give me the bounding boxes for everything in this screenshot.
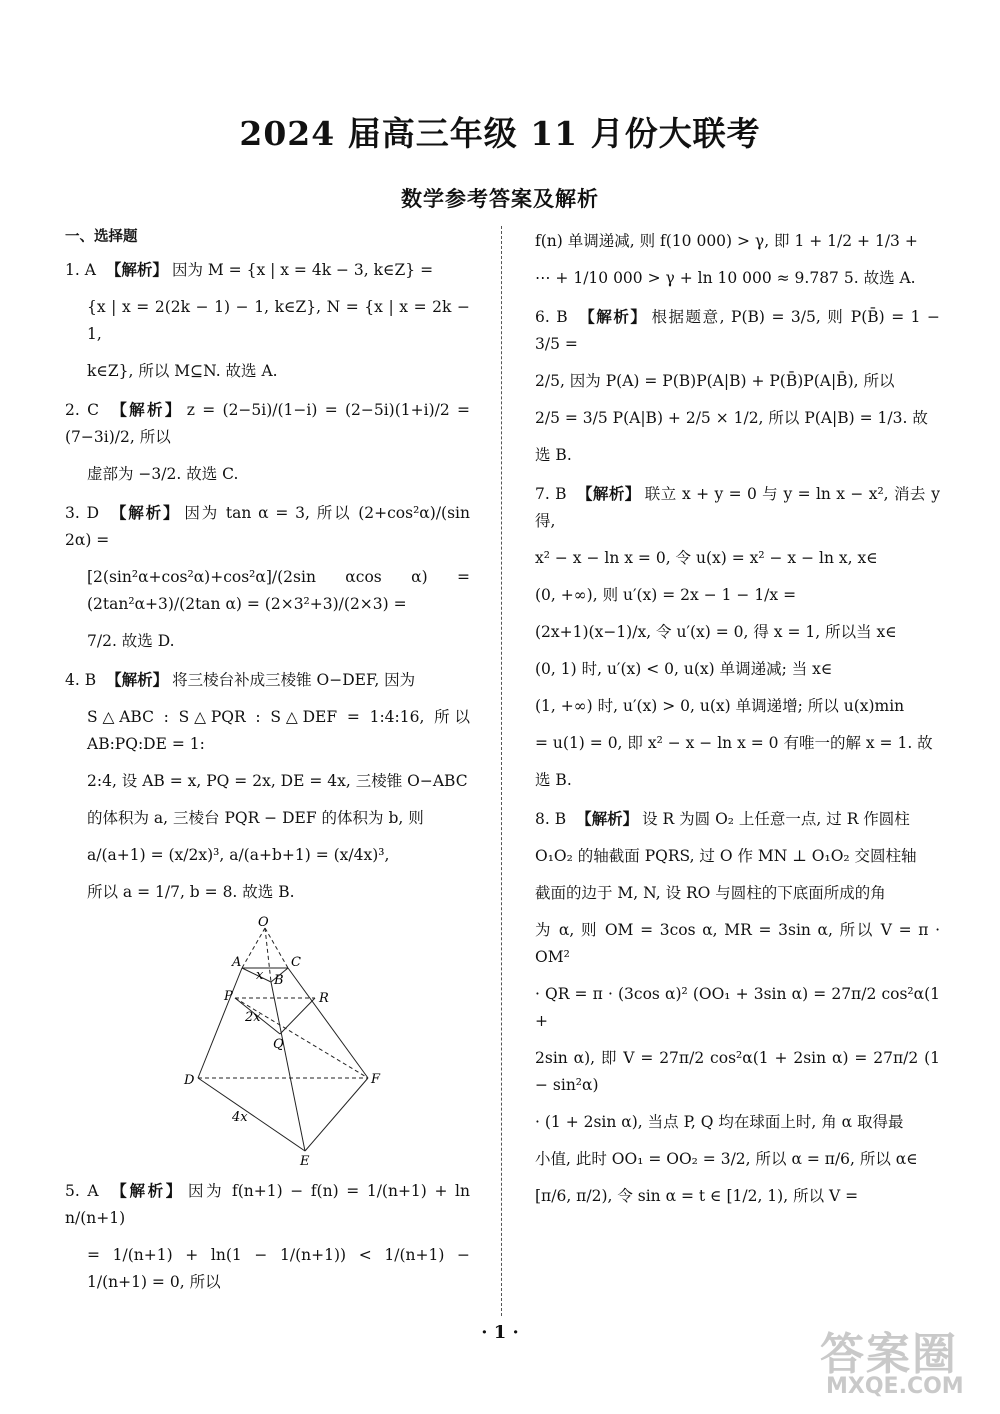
edge xyxy=(271,982,305,1151)
answer-line: 将三棱台补成三棱锥 O−DEF, 因为 xyxy=(172,671,416,689)
answer-q7 xyxy=(535,481,940,794)
page-number: · 1 · xyxy=(481,1322,519,1343)
page-title: 2024 届高三年级 11 月份大联考 xyxy=(239,114,761,153)
frustum-diagram xyxy=(170,916,390,1166)
answer-q5 xyxy=(65,1178,470,1296)
answer-line: z = (2−5i)/(1−i) = (2−5i)(1+i)/2 = (7−3i)/2, 所以 xyxy=(65,401,470,446)
answer-q4 xyxy=(65,667,470,1166)
answer-q5-continued xyxy=(535,228,940,292)
edge-label: 4x xyxy=(232,1110,248,1125)
answer-line: 虚部为 −3/2. 故选 C. xyxy=(87,465,239,483)
answer-line: x² − x − ln x = 0, 令 u(x) = x² − x − ln x, x∈ xyxy=(535,549,878,567)
answer-number: 4. B xyxy=(65,671,97,689)
answer-line: 因为 f(n+1) − f(n) = 1/(n+1) + ln n/(n+1) xyxy=(65,1182,470,1227)
vertex-label: O xyxy=(258,916,269,930)
answer-line: 2:4, 设 AB = x, PQ = 2x, DE = 4x, 三棱锥 O−ABC xyxy=(87,772,468,790)
section-heading: 一、选择题 xyxy=(65,229,138,245)
answer-line: {x | x = 2(2k − 1) − 1, k∈Z}, N = {x | x = 2k − 1, xyxy=(87,298,470,343)
answer-number: 2. C xyxy=(65,401,99,419)
answer-line: (2x+1)(x−1)/x, 令 u′(x) = 0, 得 x = 1, 所以当 x∈ xyxy=(535,623,897,641)
answer-line: 7/2. 故选 D. xyxy=(87,632,175,650)
watermark-logo xyxy=(820,1318,985,1403)
edge-label: x xyxy=(256,968,264,983)
frustum-figure xyxy=(170,916,390,1166)
analysis-tag: 【解析】 xyxy=(108,401,183,419)
answer-line: (1, +∞) 时, u′(x) > 0, u(x) 单调递增; 所以 u(x)min xyxy=(535,697,905,715)
left-column xyxy=(65,224,470,1308)
answer-line: 根据题意, P(B) = 3/5, 则 P(B̄) = 1 − 3/5 = xyxy=(535,308,940,353)
answer-line: [π/6, π/2), 令 sin α = t ∈ [1/2, 1), 所以 V = xyxy=(535,1187,859,1205)
answer-line: 联立 x + y = 0 与 y = ln x − x², 消去 y 得, xyxy=(535,485,940,530)
answer-q1 xyxy=(65,257,470,385)
analysis-tag: 【解析】 xyxy=(106,671,169,689)
edge xyxy=(198,1078,305,1151)
answer-line: f(n) 单调递减, 则 f(10 000) > γ, 即 1 + 1/2 + 1/3 + xyxy=(535,232,918,250)
answer-number: 5. A xyxy=(65,1182,99,1200)
answer-line: 的体积为 a, 三棱台 PQR − DEF 的体积为 b, 则 xyxy=(87,809,424,827)
answer-line: 为 α, 则 OM = 3cos α, MR = 3sin α, 所以 V = π · OM² xyxy=(535,921,940,966)
answer-line: 设 R 为圆 O₂ 上任意一点, 过 R 作圆柱 xyxy=(642,810,910,828)
answer-line: k∈Z}, 所以 M⊆N. 故选 A. xyxy=(87,362,278,380)
answer-number: 6. B xyxy=(535,308,568,326)
vertex-label: B xyxy=(274,973,284,988)
answer-line: = u(1) = 0, 即 x² − x − ln x = 0 有唯一的解 x = 1. 故 xyxy=(535,734,933,752)
analysis-tag: 【解析】 xyxy=(109,504,181,522)
analysis-tag: 【解析】 xyxy=(576,485,641,503)
watermark-text: 答案圈 xyxy=(820,1329,958,1380)
answer-line: (0, 1) 时, u′(x) < 0, u(x) 单调递减; 当 x∈ xyxy=(535,660,833,678)
vertex-label: D xyxy=(184,1073,195,1088)
answer-line: · (1 + 2sin α), 当点 P, Q 均在球面上时, 角 α 取得最 xyxy=(535,1113,904,1131)
dashed-edge xyxy=(265,928,288,968)
answer-q8 xyxy=(535,806,940,1210)
answer-line: 所以 a = 1/7, b = 8. 故选 B. xyxy=(87,883,295,901)
answer-line: 2/5 = 3/5 P(A|B) + 2/5 × 1/2, 所以 P(A|B) = 1/3. 故 xyxy=(535,409,928,427)
vertex-label: Q xyxy=(273,1037,284,1052)
answer-number: 7. B xyxy=(535,485,567,503)
edge-label: 2x xyxy=(245,1010,261,1025)
answer-line: S△ABC : S△PQR : S△DEF = 1:4:16, 所以 AB:PQ:DE = 1: xyxy=(87,708,470,753)
edge xyxy=(305,1078,368,1151)
analysis-tag: 【解析】 xyxy=(576,810,639,828)
answer-line: O₁O₂ 的轴截面 PQRS, 过 O 作 MN ⊥ O₁O₂ 交圆柱轴 xyxy=(535,847,917,865)
answer-line: 因为 M = {x | x = 4k − 3, k∈Z} = xyxy=(171,261,434,279)
column-divider xyxy=(501,226,502,1316)
answer-line: = 1/(n+1) + ln(1 − 1/(n+1)) < 1/(n+1) − 1/(n+1) = 0, 所以 xyxy=(87,1246,470,1291)
answer-line: 因为 tan α = 3, 所以 (2+cos²α)/(sin 2α) = xyxy=(65,504,470,549)
answer-number: 3. D xyxy=(65,504,100,522)
answer-line: ⋯ + 1/10 000 > γ + ln 10 000 ≈ 9.787 5. 故选 A. xyxy=(535,269,916,287)
answer-line: · QR = π · (3cos α)² (OO₁ + 3sin α) = 27π/2 cos²α(1 + xyxy=(535,985,940,1030)
answer-q2 xyxy=(65,397,470,488)
answer-line: 2/5, 因为 P(A) = P(B)P(A|B) + P(B̄)P(A|B̄), 所以 xyxy=(535,372,895,390)
edge xyxy=(288,968,368,1078)
answer-line: 选 B. xyxy=(535,446,572,464)
analysis-tag: 【解析】 xyxy=(577,308,648,326)
vertex-label: F xyxy=(371,1072,381,1087)
analysis-tag: 【解析】 xyxy=(105,261,168,279)
vertex-label: R xyxy=(319,991,329,1006)
answer-line: 选 B. xyxy=(535,771,572,789)
answer-q6 xyxy=(535,304,940,469)
right-column xyxy=(535,228,940,1222)
vertex-label: E xyxy=(300,1154,310,1166)
answer-line: 截面的边于 M, N, 设 RO 与圆柱的下底面所成的角 xyxy=(535,884,886,902)
watermark-url: MXQE.COM xyxy=(826,1374,964,1399)
analysis-tag: 【解析】 xyxy=(108,1182,184,1200)
vertex-label: P xyxy=(224,989,233,1004)
answer-line: 2sin α), 即 V = 27π/2 cos²α(1 + 2sin α) = 27π/2 (1 − sin²α) xyxy=(535,1049,940,1094)
answer-line: 小值, 此时 OO₁ = OO₂ = 3/2, 所以 α = π/6, 所以 α∈ xyxy=(535,1150,918,1168)
answer-number: 8. B xyxy=(535,810,567,828)
vertex-label: A xyxy=(232,955,242,970)
dashed-edge xyxy=(242,928,265,968)
page-subtitle: 数学参考答案及解析 xyxy=(401,186,599,211)
answer-number: 1. A xyxy=(65,261,96,279)
answer-q3 xyxy=(65,500,470,655)
answer-line: [2(sin²α+cos²α)+cos²α]/(2sin αcos α) = (2tan²α+3)/(2tan α) = (2×3²+3)/(2×3) = xyxy=(87,568,470,613)
vertex-label: C xyxy=(291,955,301,970)
edge xyxy=(198,968,242,1078)
equation-system: a/(a+1) = (x/2x)³, a/(a+b+1) = (x/4x)³, xyxy=(87,846,390,864)
answer-line: (0, +∞), 则 u′(x) = 2x − 1 − 1/x = xyxy=(535,586,797,604)
